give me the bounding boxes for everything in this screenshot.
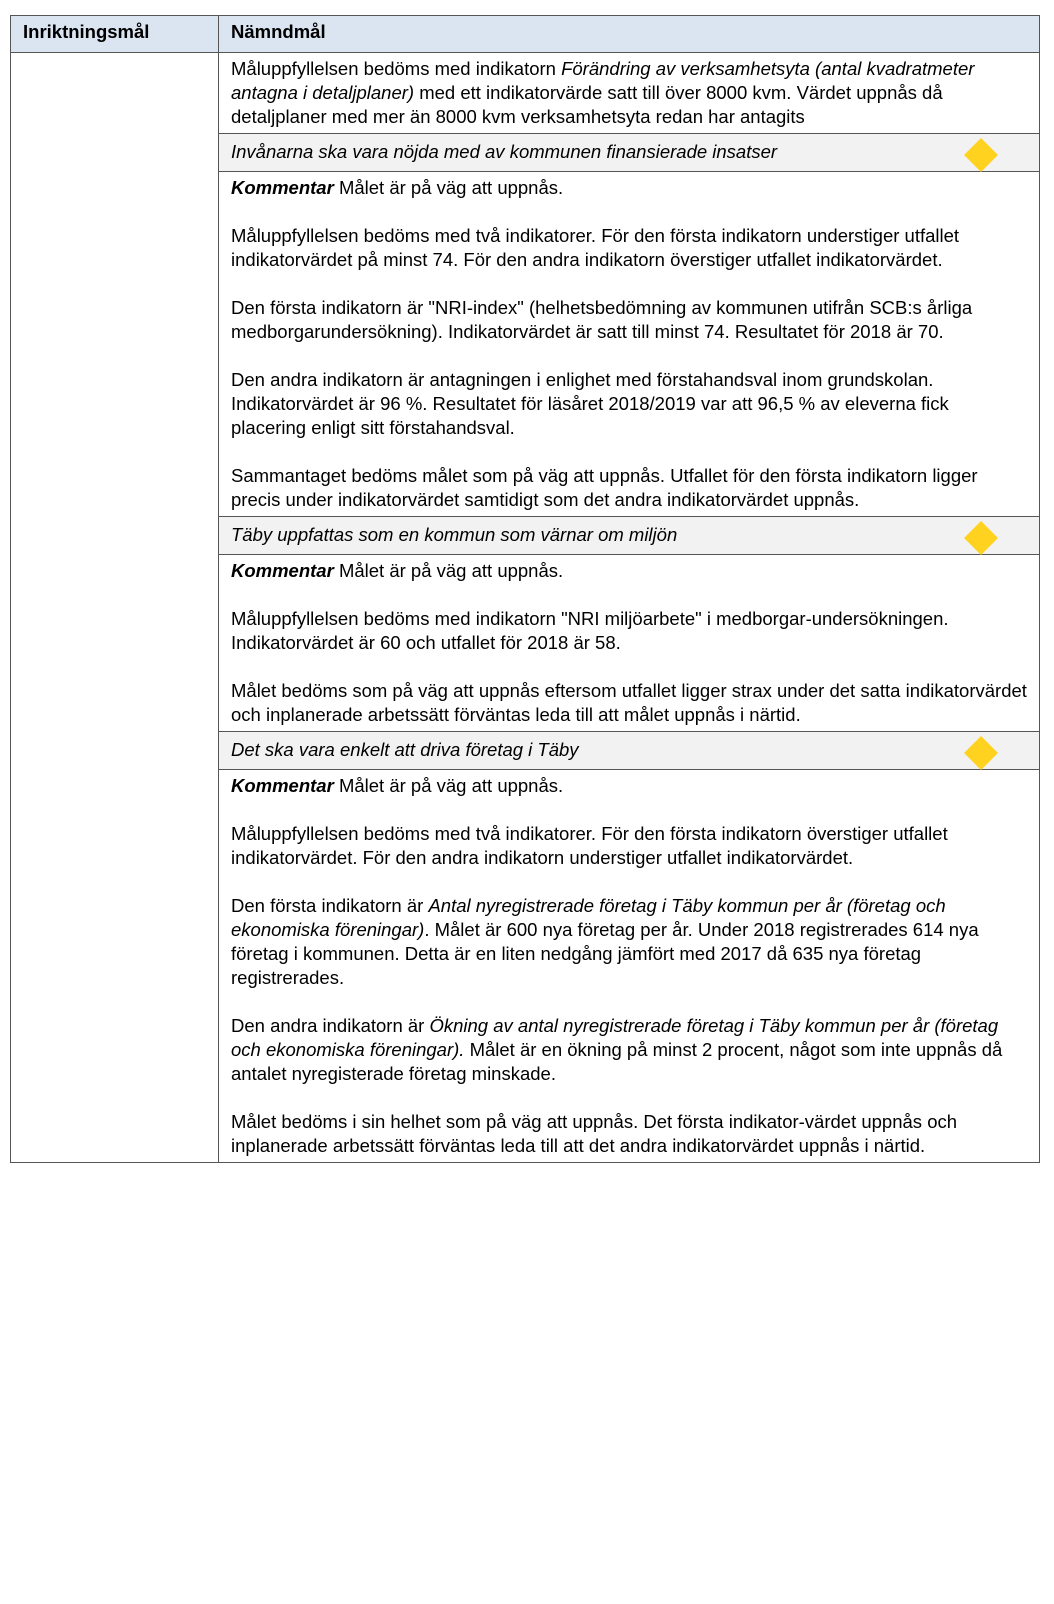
goals-table — [10, 15, 1040, 1163]
comment-lead: Kommentar Målet är på väg att uppnås. — [231, 560, 564, 581]
goal-text: Täby uppfattas som en kommun som värnar om miljön — [231, 524, 678, 545]
goal-cell — [219, 732, 1040, 770]
comment-row — [11, 53, 1040, 134]
comment-lead: Kommentar Målet är på väg att uppnås. — [231, 775, 564, 796]
comment-cell — [219, 53, 1040, 134]
goal-text: Det ska vara enkelt att driva företag i Täby — [231, 739, 579, 760]
header-inriktningsmal: Inriktningsmål — [11, 16, 219, 53]
comment-cell — [219, 770, 1040, 1163]
yellow-diamond-icon — [964, 736, 998, 770]
comment-paragraph: Måluppfyllelsen bedöms med indikatorn "NRI miljöarbete" i medborgar-undersökningen. Indikatorvärdet är 60 och utfallet för 2018 är 58. — [231, 608, 949, 653]
table-header-row — [11, 16, 1040, 53]
comment-paragraph: Sammantaget bedöms målet som på väg att uppnås. Utfallet för den första indikatorn ligger precis under indikatorvärdet samtidigt som det andra indikatorvärdet uppnås. — [231, 465, 978, 510]
comment-lead: Kommentar Målet är på väg att uppnås. — [231, 177, 564, 198]
comment-paragraph: Den första indikatorn är "NRI-index" (helhetsbedömning av kommunen utifrån SCB:s årliga medborgarundersökning). Indikatorvärdet är satt till minst 74. Resultatet för 2018 är 70. — [231, 297, 973, 342]
goal-cell — [219, 134, 1040, 172]
comment-cell — [219, 555, 1040, 732]
comment-paragraph: Målet bedöms som på väg att uppnås eftersom utfallet ligger strax under det satta indikatorvärdet och inplanerade arbetssätt förväntas leda till att målet uppnås i närtid. — [231, 680, 1027, 725]
inriktningsmal-cell — [11, 53, 219, 1163]
goal-cell — [219, 517, 1040, 555]
yellow-diamond-icon — [964, 521, 998, 555]
comment-paragraph: Den andra indikatorn är Ökning av antal nyregistrerade företag i Täby kommun per år (företag och ekonomiska föreningar). Målet är en ökning på minst 2 procent, något som inte uppnås då antalet nyregisterade företag minskade. — [231, 1015, 1003, 1084]
comment-paragraph: Måluppfyllelsen bedöms med två indikatorer. För den första indikatorn överstiger utfallet indikatorvärdet. För den andra indikatorn understiger utfallet indikatorvärdet. — [231, 823, 948, 868]
comment-cell — [219, 172, 1040, 517]
header-namndmal: Nämndmål — [219, 16, 1040, 53]
goal-text: Invånarna ska vara nöjda med av kommunen finansierade insatser — [231, 141, 778, 162]
comment-paragraph: Måluppfyllelsen bedöms med indikatorn Förändring av verksamhetsyta (antal kvadratmeter antagna i detaljplaner) med ett indikatorvärde satt till över 8000 kvm. Värdet uppnås då detaljplaner med mer än 8000 kvm verksamhetsyta redan har antagits — [231, 58, 975, 127]
comment-paragraph: Målet bedöms i sin helhet som på väg att uppnås. Det första indikator-värdet uppnås och inplanerade arbetssätt förväntas leda till att det andra indikatorvärdet uppnås i närtid. — [231, 1111, 958, 1156]
comment-paragraph: Den andra indikatorn är antagningen i enlighet med förstahandsval inom grundskolan. Indikatorvärdet är 96 %. Resultatet för läsåret 2018/2019 var att 96,5 % av eleverna fick placering enligt sitt förstahandsval. — [231, 369, 949, 438]
comment-paragraph: Den första indikatorn är Antal nyregistrerade företag i Täby kommun per år (företag och ekonomiska föreningar). Målet är 600 nya företag per år. Under 2018 registrerades 614 nya företag i kommunen. Detta är en liten nedgång jämfört med 2017 då 635 nya företag registrerades. — [231, 895, 979, 988]
comment-paragraph: Måluppfyllelsen bedöms med två indikatorer. För den första indikatorn understiger utfallet indikatorvärdet på minst 74. För den andra indikatorn överstiger utfallet indikatorvärdet. — [231, 225, 960, 270]
yellow-diamond-icon — [964, 138, 998, 172]
